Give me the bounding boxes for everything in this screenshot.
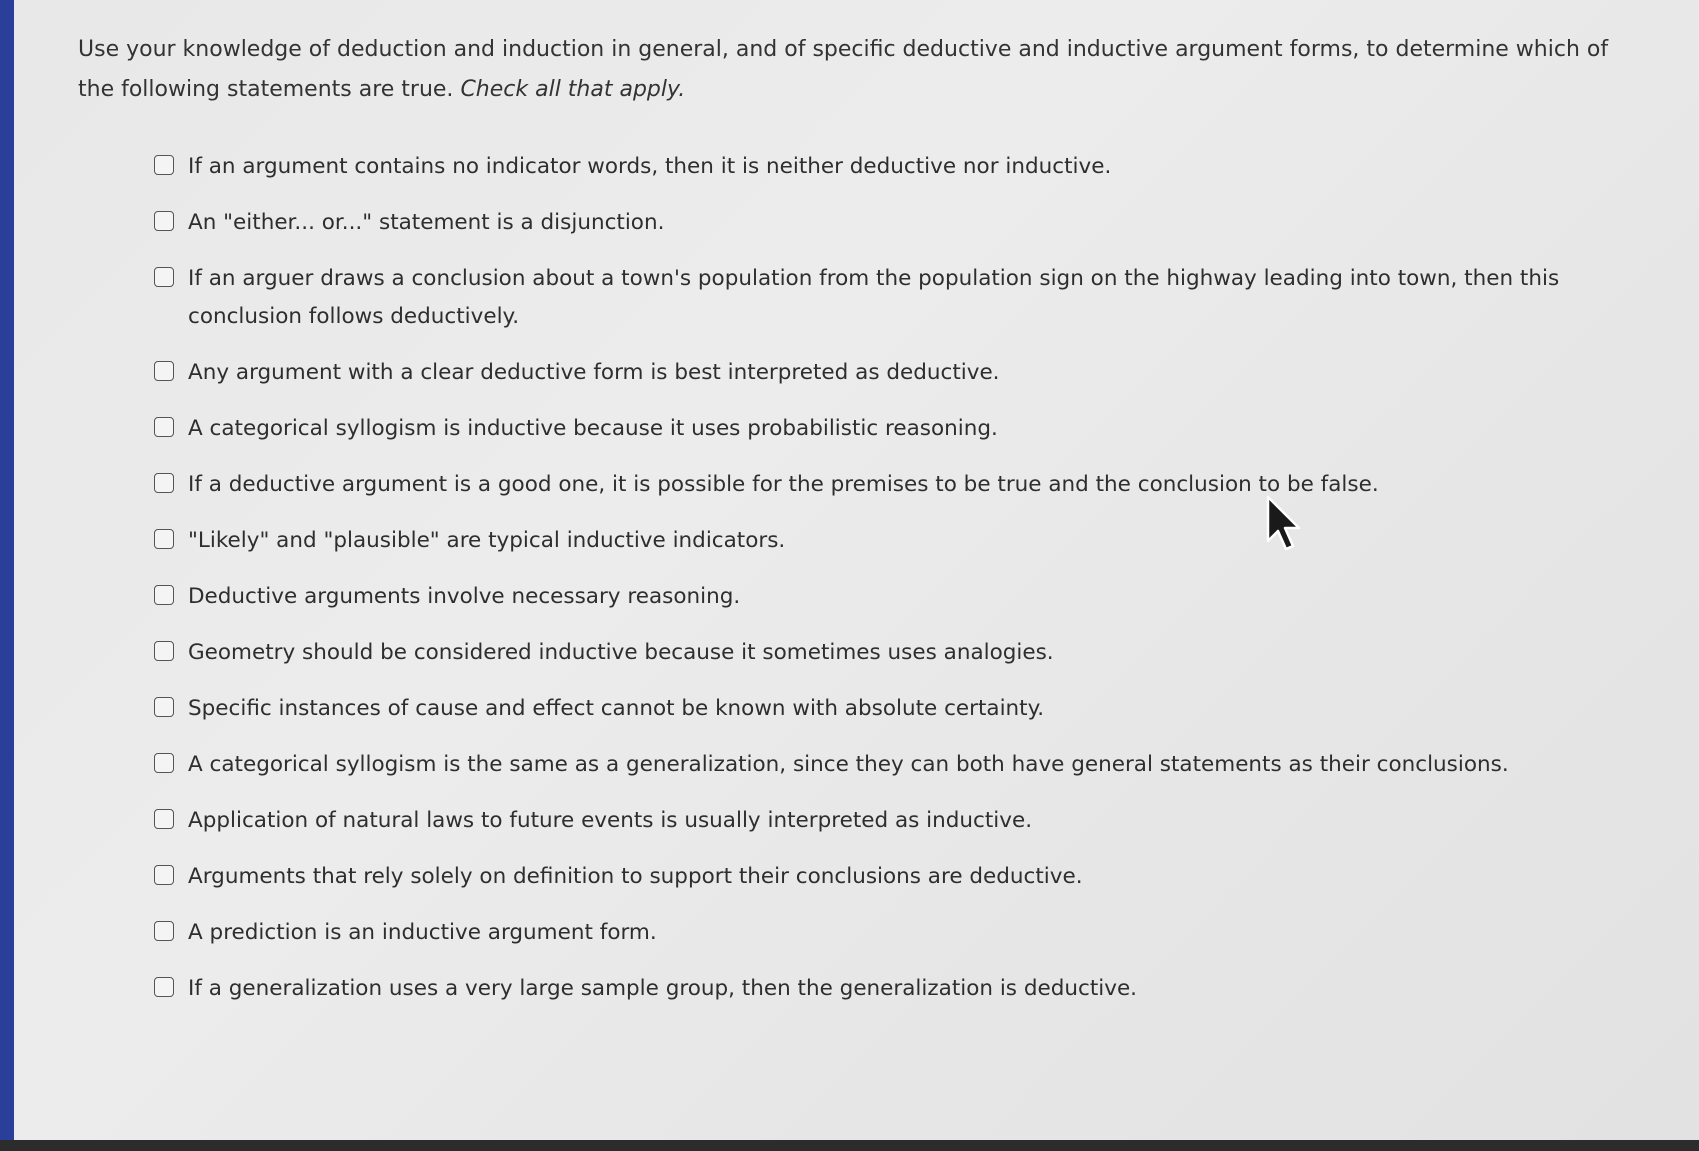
option-8[interactable] [154, 578, 1674, 616]
option-label: "Likely" and "plausible" are typical inductive indicators. [188, 528, 786, 553]
option-label: A categorical syllogism is inductive because it uses probabilistic reasoning. [188, 416, 998, 441]
option-checkbox[interactable] [154, 529, 174, 549]
option-2[interactable] [154, 204, 1674, 242]
option-11[interactable] [154, 746, 1674, 784]
option-14[interactable] [154, 914, 1674, 952]
option-12[interactable] [154, 802, 1674, 840]
bottom-bar [0, 1140, 1699, 1151]
option-label: An "either... or..." statement is a disjunction. [188, 210, 665, 235]
option-checkbox[interactable] [154, 267, 174, 287]
option-label: Specific instances of cause and effect cannot be known with absolute certainty. [188, 696, 1045, 721]
prompt-instruction: Check all that apply. [460, 77, 686, 102]
option-label: Arguments that rely solely on definition to support their conclusions are deductive. [188, 864, 1083, 889]
option-10[interactable] [154, 690, 1674, 728]
option-label: A categorical syllogism is the same as a generalization, since they can both have general statements as their conclusions. [188, 752, 1509, 777]
option-label: If a generalization uses a very large sample group, then the generalization is deductive. [188, 976, 1138, 1001]
option-checkbox[interactable] [154, 641, 174, 661]
option-6[interactable] [154, 466, 1674, 504]
option-checkbox[interactable] [154, 697, 174, 717]
option-label: A prediction is an inductive argument form. [188, 920, 657, 945]
option-checkbox[interactable] [154, 809, 174, 829]
option-label: Any argument with a clear deductive form is best interpreted as deductive. [188, 360, 1000, 385]
option-checkbox[interactable] [154, 473, 174, 493]
option-13[interactable] [154, 858, 1674, 896]
option-label: If an arguer draws a conclusion about a town's population from the population sign on the highway leading into town, then this conclusion follows deductively. [188, 266, 1560, 329]
option-checkbox[interactable] [154, 921, 174, 941]
option-1[interactable] [154, 148, 1674, 186]
option-5[interactable] [154, 410, 1674, 448]
answer-options [154, 148, 1674, 1008]
option-label: Geometry should be considered inductive because it sometimes uses analogies. [188, 640, 1054, 665]
option-9[interactable] [154, 634, 1674, 672]
mouse-pointer-icon [1264, 495, 1304, 555]
option-15[interactable] [154, 970, 1674, 1008]
option-checkbox[interactable] [154, 585, 174, 605]
option-7[interactable] [154, 522, 1674, 560]
option-checkbox[interactable] [154, 753, 174, 773]
option-label: Deductive arguments involve necessary reasoning. [188, 584, 741, 609]
option-checkbox[interactable] [154, 361, 174, 381]
question-prompt [78, 30, 1638, 110]
option-checkbox[interactable] [154, 865, 174, 885]
option-3[interactable] [154, 260, 1674, 336]
option-checkbox[interactable] [154, 977, 174, 997]
prompt-text: Use your knowledge of deduction and induction in general, and of specific deductive and inductive argument forms, to determine which of the following statements are true. [78, 37, 1609, 102]
option-checkbox[interactable] [154, 155, 174, 175]
option-checkbox[interactable] [154, 211, 174, 231]
question-page [14, 0, 1699, 1140]
option-checkbox[interactable] [154, 417, 174, 437]
option-label: Application of natural laws to future events is usually interpreted as inductive. [188, 808, 1033, 833]
option-label: If a deductive argument is a good one, it is possible for the premises to be true and the conclusion to be false. [188, 472, 1379, 497]
option-label: If an argument contains no indicator words, then it is neither deductive nor inductive. [188, 154, 1112, 179]
option-4[interactable] [154, 354, 1674, 392]
